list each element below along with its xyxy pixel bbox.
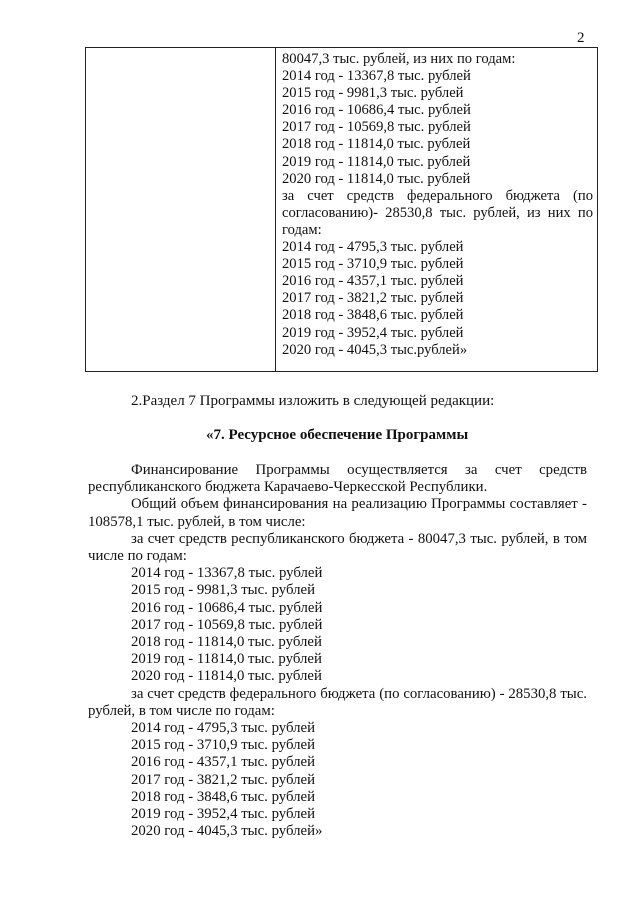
table-regional-year: 2016 год - 10686,4 тыс. рублей [282, 102, 471, 119]
federal-year-line: 2018 год - 3848,6 тыс. рублей [131, 788, 316, 805]
table-row [86, 48, 598, 372]
table-federal-year: 2018 год - 3848,6 тыс. рублей [282, 307, 464, 324]
regional-year-line: 2017 год - 10569,8 тыс. рублей [131, 616, 323, 633]
federal-year-line: 2016 год - 4357,1 тыс. рублей [131, 754, 316, 771]
table-federal-year: 2017 год - 3821,2 тыс. рублей [282, 290, 464, 307]
section-note: 2.Раздел 7 Программы изложить в следующей редакции: [131, 393, 495, 409]
section-heading: «7. Ресурсное обеспечение Программы [206, 427, 469, 443]
body-paragraph: Финансирование Программы осуществляется за счет средств республиканского бюджета Карачаево-Черкесской Республики. [88, 462, 587, 496]
federal-year-line: 2020 год - 4045,3 тыс. рублей» [131, 823, 323, 840]
table-regional-year: 2020 год - 11814,0 тыс. рублей [282, 170, 471, 187]
federal-year-line: 2019 год - 3952,4 тыс. рублей [131, 806, 316, 823]
table-federal-year: 2020 год - 4045,3 тыс.рублей» [282, 341, 468, 358]
regional-year-line: 2020 год - 11814,0 тыс. рублей [131, 668, 322, 685]
table-intro: 80047,3 тыс. рублей, из них по годам: [282, 51, 516, 67]
regional-year-line: 2014 год - 13367,8 тыс. рублей [131, 565, 323, 582]
table-value-cell [276, 48, 598, 372]
table-regional-year: 2018 год - 11814,0 тыс. рублей [282, 136, 471, 153]
table-regional-year: 2017 год - 10569,8 тыс. рублей [282, 119, 471, 136]
regional-year-line: 2015 год - 9981,3 тыс. рублей [131, 582, 316, 599]
table-federal-year: 2015 год - 3710,9 тыс. рублей [282, 256, 464, 273]
regional-year-line: 2019 год - 11814,0 тыс. рублей [131, 651, 322, 668]
body-paragraph: Общий объем финансирования на реализацию Программы составляет - 108578,1 тыс. рублей, в том числе: [88, 496, 587, 530]
table-federal-year: 2016 год - 4357,1 тыс. рублей [282, 273, 464, 290]
body-paragraph: за счет средств федерального бюджета (по согласованию) - 28530,8 тыс. рублей, в том числе по годам: [88, 685, 587, 719]
table-federal-year: 2014 год - 4795,3 тыс. рублей [282, 239, 464, 256]
regional-year-line: 2018 год - 11814,0 тыс. рублей [131, 634, 322, 651]
table-label-cell [86, 48, 276, 372]
table-federal-intro: за счет средств федерального бюджета (по согласованию)- 28530,8 тыс. рублей, из них по годам: [282, 187, 593, 238]
federal-year-line: 2014 год - 4795,3 тыс. рублей [131, 720, 316, 737]
federal-year-line: 2017 год - 3821,2 тыс. рублей [131, 771, 316, 788]
federal-year-line: 2015 год - 3710,9 тыс. рублей [131, 737, 316, 754]
table-regional-year: 2014 год - 13367,8 тыс. рублей [282, 68, 471, 85]
regional-year-line: 2016 год - 10686,4 тыс. рублей [131, 599, 323, 616]
table-regional-year: 2015 год - 9981,3 тыс. рублей [282, 85, 464, 102]
section-body [88, 462, 587, 840]
table-federal-year: 2019 год - 3952,4 тыс. рублей [282, 324, 464, 341]
program-table [85, 47, 598, 372]
body-paragraph: за счет средств республиканского бюджета - 80047,3 тыс. рублей, в том числе по годам: [88, 530, 587, 565]
table-regional-year: 2019 год - 11814,0 тыс. рублей [282, 153, 471, 170]
page-number: 2 [577, 30, 585, 46]
